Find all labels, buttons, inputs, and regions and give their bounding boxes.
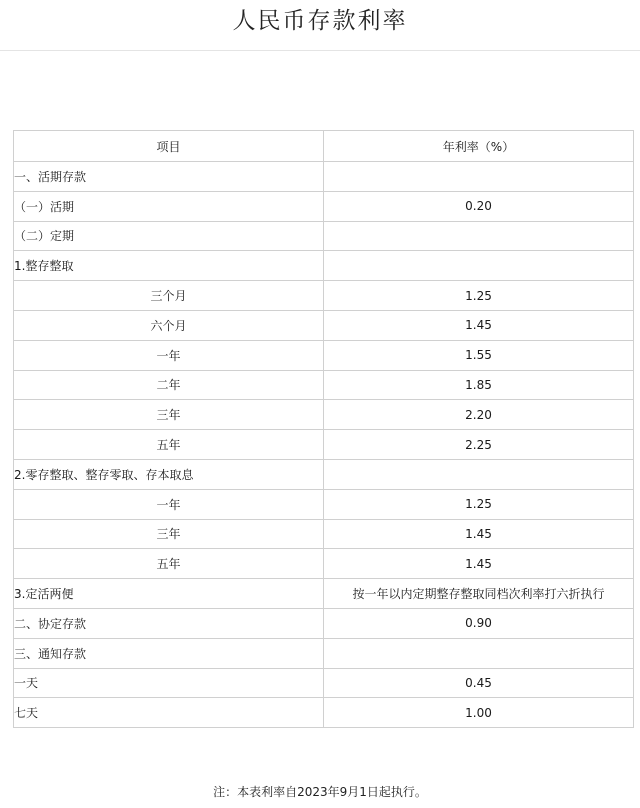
table-row: [14, 400, 634, 430]
table-row: [14, 370, 634, 400]
column-header-rate: 年利率（%）: [324, 131, 634, 162]
table-row: [14, 221, 634, 251]
row-rate-value: [324, 162, 634, 192]
row-rate-value: [324, 638, 634, 668]
row-item-label: 一、活期存款: [14, 162, 324, 192]
table-row: [14, 608, 634, 638]
page-title: 人民币存款利率: [232, 8, 408, 34]
table-row: [14, 489, 634, 519]
row-rate-value: 1.25: [324, 489, 634, 519]
row-item-label: 三年: [14, 519, 324, 549]
table-row: [14, 310, 634, 340]
table-row: [14, 549, 634, 579]
table-row: [14, 698, 634, 728]
row-rate-value: 0.90: [324, 608, 634, 638]
row-rate-value: [324, 459, 634, 489]
row-rate-value: 1.55: [324, 340, 634, 370]
table-row: [14, 191, 634, 221]
row-item-label: 五年: [14, 549, 324, 579]
table-row: [14, 281, 634, 311]
deposit-rate-table: [13, 130, 634, 728]
table-row: [14, 579, 634, 609]
table-row: [14, 638, 634, 668]
table-row: [14, 459, 634, 489]
row-item-label: （二）定期: [14, 221, 324, 251]
title-bar: [0, 0, 640, 51]
row-item-label: 三、通知存款: [14, 638, 324, 668]
row-item-label: 二、协定存款: [14, 608, 324, 638]
row-item-label: 三个月: [14, 281, 324, 311]
row-item-label: 三年: [14, 400, 324, 430]
column-header-item: 项目: [14, 131, 324, 162]
row-item-label: 七天: [14, 698, 324, 728]
table-row: [14, 162, 634, 192]
row-rate-value: 1.45: [324, 549, 634, 579]
row-rate-value: 按一年以内定期整存整取同档次利率打六折执行: [324, 579, 634, 609]
row-item-label: 五年: [14, 430, 324, 460]
row-rate-value: [324, 221, 634, 251]
row-item-label: 2.零存整取、整存零取、存本取息: [14, 459, 324, 489]
row-rate-value: 1.45: [324, 310, 634, 340]
footnote: 注：本表利率自2023年9月1日起执行。: [213, 785, 427, 799]
row-item-label: （一）活期: [14, 191, 324, 221]
row-rate-value: 0.20: [324, 191, 634, 221]
table-row: [14, 340, 634, 370]
row-rate-value: 1.85: [324, 370, 634, 400]
row-rate-value: 1.45: [324, 519, 634, 549]
row-rate-value: 2.20: [324, 400, 634, 430]
row-rate-value: 1.25: [324, 281, 634, 311]
row-item-label: 1.整存整取: [14, 251, 324, 281]
table-row: [14, 668, 634, 698]
row-item-label: 六个月: [14, 310, 324, 340]
table-body: [14, 162, 634, 728]
row-item-label: 一年: [14, 489, 324, 519]
table-row: [14, 251, 634, 281]
row-rate-value: 0.45: [324, 668, 634, 698]
row-item-label: 一年: [14, 340, 324, 370]
row-rate-value: 2.25: [324, 430, 634, 460]
row-item-label: 一天: [14, 668, 324, 698]
table-row: [14, 430, 634, 460]
row-item-label: 二年: [14, 370, 324, 400]
row-rate-value: [324, 251, 634, 281]
table-header-row: [14, 131, 634, 162]
table-row: [14, 519, 634, 549]
row-rate-value: 1.00: [324, 698, 634, 728]
row-item-label: 3.定活两便: [14, 579, 324, 609]
